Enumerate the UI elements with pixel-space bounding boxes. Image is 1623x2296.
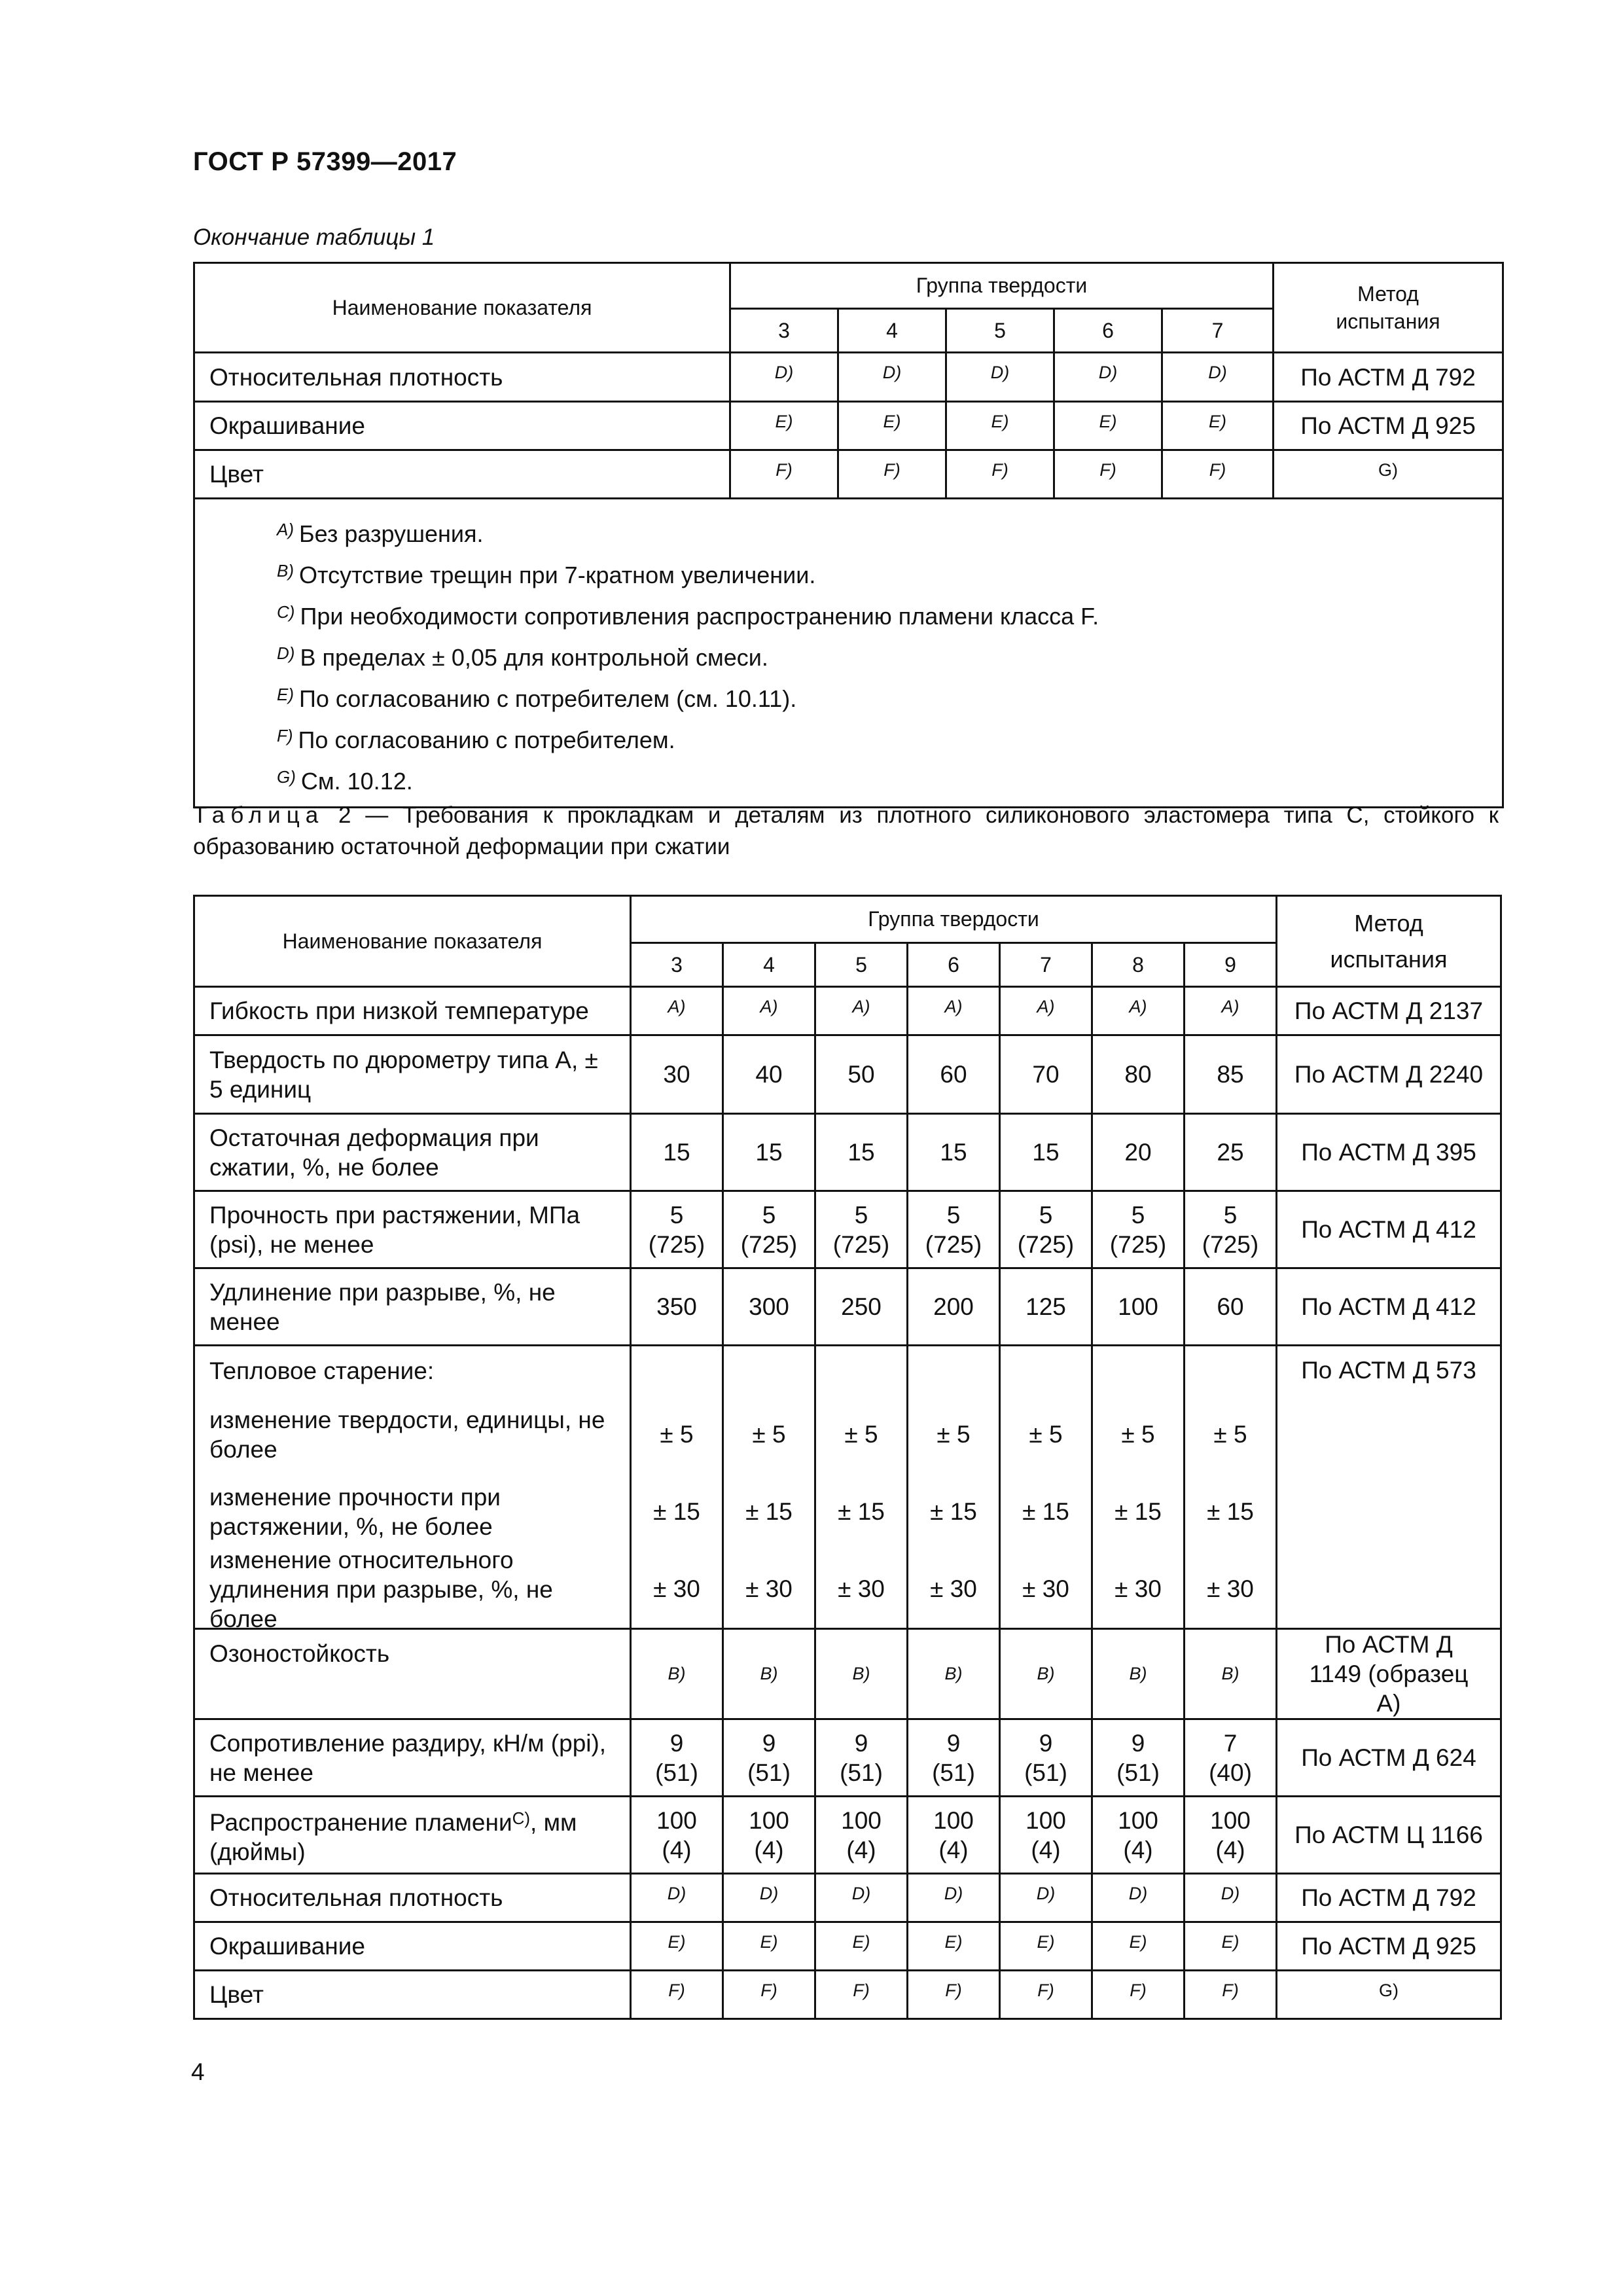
heat-aging-sub-name: изменение твердости, единицы, не более [209,1407,605,1463]
row-value: E) [631,1922,723,1971]
row-value: A) [908,987,1000,1035]
t2-group-7: 7 [1000,943,1092,987]
row-value: ± 15 [1022,1498,1069,1525]
table1-footnotes [194,499,1503,808]
table-row-heat-aging [194,1346,1501,1629]
row-value: ± 30 [745,1575,793,1602]
row-value: 9 (51) [1092,1719,1185,1797]
row-value: 9 (51) [631,1719,723,1797]
t2-group-9: 9 [1185,943,1277,987]
t2-header-name: Наименование показателя [194,896,631,987]
row-value: 50 [815,1035,908,1114]
heat-aging-values-col [908,1346,1000,1629]
table-row [194,1114,1501,1191]
row-value: D) [1000,1874,1092,1922]
t1-group-5: 5 [946,309,1054,353]
row-value: 100 (4) [1092,1797,1185,1874]
t2-header-group: Группа твердости [631,896,1277,943]
row-value: F) [631,1971,723,2019]
row-value: 100 [1092,1268,1185,1346]
footnote: $^{A)}$ Без разрушения. [277,520,484,547]
row-value: B) [1092,1629,1185,1719]
row-name: Окрашивание [194,1922,631,1971]
row-value: F) [1185,1971,1277,2019]
row-value: 15 [908,1114,1000,1191]
row-value: F) [1000,1971,1092,2019]
footnote: $^{C)}$ При необходимости сопротивления распространению пламени класса F. [277,602,1099,630]
row-name: Удлинение при разрыве, %, не менее [194,1268,631,1346]
row-value: E) [723,1922,815,1971]
row-value: 350 [631,1268,723,1346]
row-value: 100 (4) [723,1797,815,1874]
heat-aging-names [194,1346,631,1632]
row-value: D) [1185,1874,1277,1922]
table-row [194,450,1503,499]
row-value: 5 (725) [815,1191,908,1268]
row-value: ± 5 [1213,1421,1247,1448]
row-value: F) [838,450,946,499]
row-name: Остаточная деформация при сжатии, %, не более [194,1114,631,1191]
table-row [194,1629,1501,1719]
row-name: Относительная плотность [194,353,730,402]
heat-aging-values-col [1000,1346,1092,1629]
row-value: A) [1092,987,1185,1035]
row-value: D) [946,353,1054,402]
row-method: По АСТМ Д 2137 [1277,987,1501,1035]
row-value: ± 15 [1207,1498,1254,1525]
table-2 [193,895,1502,2020]
row-value: A) [1185,987,1277,1035]
row-value: ± 5 [752,1421,786,1448]
row-value: 100 (4) [908,1797,1000,1874]
table-1 [193,262,1504,808]
row-value: E) [1185,1922,1277,1971]
row-value: ± 15 [1115,1498,1162,1525]
row-method: По АСТМ Д 395 [1277,1114,1501,1191]
row-method: По АСТМ Д 792 [1277,1874,1501,1922]
row-value: 15 [723,1114,815,1191]
row-value: ± 5 [936,1421,971,1448]
t2-group-4: 4 [723,943,815,987]
row-name: Распространение пламени$^{C)}$, мм (дюймы) [194,1797,631,1874]
row-value: 9 (51) [723,1719,815,1797]
table2-caption: Таблица 2 — Требования к прокладкам и деталям из плотного силиконового эластомера типа С, стойкого к образованию остаточной деформации при сжатии [193,802,1499,859]
row-value: 125 [1000,1268,1092,1346]
row-value: E) [838,402,946,450]
row-value: 30 [631,1035,723,1114]
row-value: D) [1162,353,1274,402]
row-value: F) [723,1971,815,2019]
row-value: 5 (725) [908,1191,1000,1268]
heat-aging-values-col [1185,1346,1277,1629]
row-value: A) [815,987,908,1035]
t1-group-4: 4 [838,309,946,353]
t1-header-name: Наименование показателя [194,263,730,353]
document-header: ГОСТ Р 57399—2017 [193,147,457,176]
row-value: D) [1092,1874,1185,1922]
row-value: ± 30 [1115,1575,1162,1602]
row-name: Цвет [194,450,730,499]
row-value: 100 (4) [1000,1797,1092,1874]
row-value: B) [908,1629,1000,1719]
footnote: $^{G)}$ См. 10.12. [277,767,413,795]
row-value: 15 [1000,1114,1092,1191]
row-method: По АСТМ Д 412 [1277,1191,1501,1268]
row-value: F) [908,1971,1000,2019]
page-number: 4 [191,2058,205,2085]
row-value: 5 (725) [1092,1191,1185,1268]
row-name: Окрашивание [194,402,730,450]
row-value: ± 15 [838,1498,885,1525]
table-row [194,402,1503,450]
row-method: G) [1277,1971,1501,2019]
row-value: B) [815,1629,908,1719]
table-row [194,1268,1501,1346]
heat-aging-values-col [1092,1346,1185,1629]
row-value: E) [946,402,1054,450]
row-value: F) [730,450,838,499]
row-value: 5 (725) [723,1191,815,1268]
t2-header-method: Метод испытания [1277,896,1501,987]
row-value: 100 (4) [1185,1797,1277,1874]
table-row [194,353,1503,402]
row-value: ± 15 [930,1498,977,1525]
row-value: ± 30 [1207,1575,1254,1602]
row-method: По АСТМ Д 792 [1274,353,1503,402]
row-value: 5 (725) [1185,1191,1277,1268]
table-row [194,1797,1501,1874]
heat-aging-values-col [723,1346,815,1629]
row-method: По АСТМ Д 624 [1277,1719,1501,1797]
row-value: E) [908,1922,1000,1971]
table-row [194,1035,1501,1114]
row-value: D) [815,1874,908,1922]
footnote: $^{F)}$ По согласованию с потребителем. [277,726,675,753]
row-value: A) [723,987,815,1035]
row-method: По АСТМ Д 412 [1277,1268,1501,1346]
footnote: $^{B)}$ Отсутствие трещин при 7-кратном увеличении. [277,561,816,588]
row-value: D) [908,1874,1000,1922]
row-name: Относительная плотность [194,1874,631,1922]
t1-group-3: 3 [730,309,838,353]
row-value: A) [631,987,723,1035]
row-value: E) [1092,1922,1185,1971]
row-value: ± 30 [653,1575,700,1602]
row-method: По АСТМ Д 2240 [1277,1035,1501,1114]
row-value: ± 15 [745,1498,793,1525]
t1-header-group: Группа твердости [730,263,1274,309]
row-value: F) [1092,1971,1185,2019]
t2-group-6: 6 [908,943,1000,987]
row-value: 60 [908,1035,1000,1114]
row-value: B) [1185,1629,1277,1719]
t2-group-5: 5 [815,943,908,987]
row-value: ± 30 [930,1575,977,1602]
row-name: Цвет [194,1971,631,2019]
row-name: Гибкость при низкой температуре [194,987,631,1035]
footnote: $^{D)}$ В пределах ± 0,05 для контрольной смеси. [277,643,768,671]
row-value: 5 (725) [631,1191,723,1268]
footnote: $^{E)}$ По согласованию с потребителем (см. 10.11). [277,685,797,712]
row-value: 15 [631,1114,723,1191]
row-value: B) [723,1629,815,1719]
row-value: F) [946,450,1054,499]
row-value: B) [1000,1629,1092,1719]
row-value: D) [838,353,946,402]
row-value: E) [730,402,838,450]
row-method: По АСТМ Д 1149 (образец А) [1277,1629,1501,1719]
row-value: E) [1054,402,1162,450]
row-method: G) [1274,450,1503,499]
row-value: 9 (51) [908,1719,1000,1797]
row-name: Прочность при растяжении, МПа (psi), не менее [194,1191,631,1268]
row-name: Сопротивление раздиру, кН/м (ppi), не менее [194,1719,631,1797]
row-value: D) [1054,353,1162,402]
row-value: 40 [723,1035,815,1114]
heat-aging-values-col [631,1346,723,1629]
row-value: B) [631,1629,723,1719]
row-method: По АСТМ Д 925 [1274,402,1503,450]
t1-header-method: Метод испытания [1274,263,1503,353]
row-method: По АСТМ Ц 1166 [1277,1797,1501,1874]
row-value: ± 5 [1121,1421,1155,1448]
heat-aging-sub-name: изменение прочности при растяжении, %, не более [209,1484,501,1540]
table-row [194,1971,1501,2019]
row-value: 250 [815,1268,908,1346]
row-value: 60 [1185,1268,1277,1346]
t2-group-3: 3 [631,943,723,987]
table-row [194,1922,1501,1971]
row-value: E) [815,1922,908,1971]
row-value: 7 (40) [1185,1719,1277,1797]
row-name: Твердость по дюрометру типа А, ± 5 единиц [194,1035,631,1114]
heat-aging-sub-name: изменение относительного удлинения при разрыве, %, не более [209,1546,553,1632]
table-row [194,1874,1501,1922]
row-value: 15 [815,1114,908,1191]
row-value: F) [1054,450,1162,499]
table-row [194,1191,1501,1268]
row-value: 100 (4) [631,1797,723,1874]
row-value: E) [1000,1922,1092,1971]
row-method: По АСТМ Д 925 [1277,1922,1501,1971]
row-value: A) [1000,987,1092,1035]
row-value: ± 30 [1022,1575,1069,1602]
t2-group-8: 8 [1092,943,1185,987]
table-row [194,987,1501,1035]
row-value: ± 30 [838,1575,885,1602]
t1-group-6: 6 [1054,309,1162,353]
heat-aging-title: Тепловое старение: [209,1357,435,1384]
row-value: F) [1162,450,1274,499]
row-value: ± 5 [660,1421,694,1448]
row-value: 5 (725) [1000,1191,1092,1268]
row-value: F) [815,1971,908,2019]
row-value: D) [730,353,838,402]
row-value: D) [631,1874,723,1922]
row-value: ± 15 [653,1498,700,1525]
row-value: D) [723,1874,815,1922]
row-value: 25 [1185,1114,1277,1191]
table1-caption: Окончание таблицы 1 [193,224,435,250]
row-value: ± 5 [844,1421,878,1448]
row-method: По АСТМ Д 573 [1277,1346,1501,1629]
row-value: ± 5 [1029,1421,1063,1448]
row-value: 70 [1000,1035,1092,1114]
table-row [194,1719,1501,1797]
row-value: 85 [1185,1035,1277,1114]
row-value: E) [1162,402,1274,450]
row-value: 9 (51) [815,1719,908,1797]
row-value: 20 [1092,1114,1185,1191]
row-value: 9 (51) [1000,1719,1092,1797]
row-value: 300 [723,1268,815,1346]
heat-aging-values-col [815,1346,908,1629]
row-name: Озоностойкость [194,1629,631,1719]
row-value: 100 (4) [815,1797,908,1874]
row-value: 80 [1092,1035,1185,1114]
row-value: 200 [908,1268,1000,1346]
t1-group-7: 7 [1162,309,1274,353]
